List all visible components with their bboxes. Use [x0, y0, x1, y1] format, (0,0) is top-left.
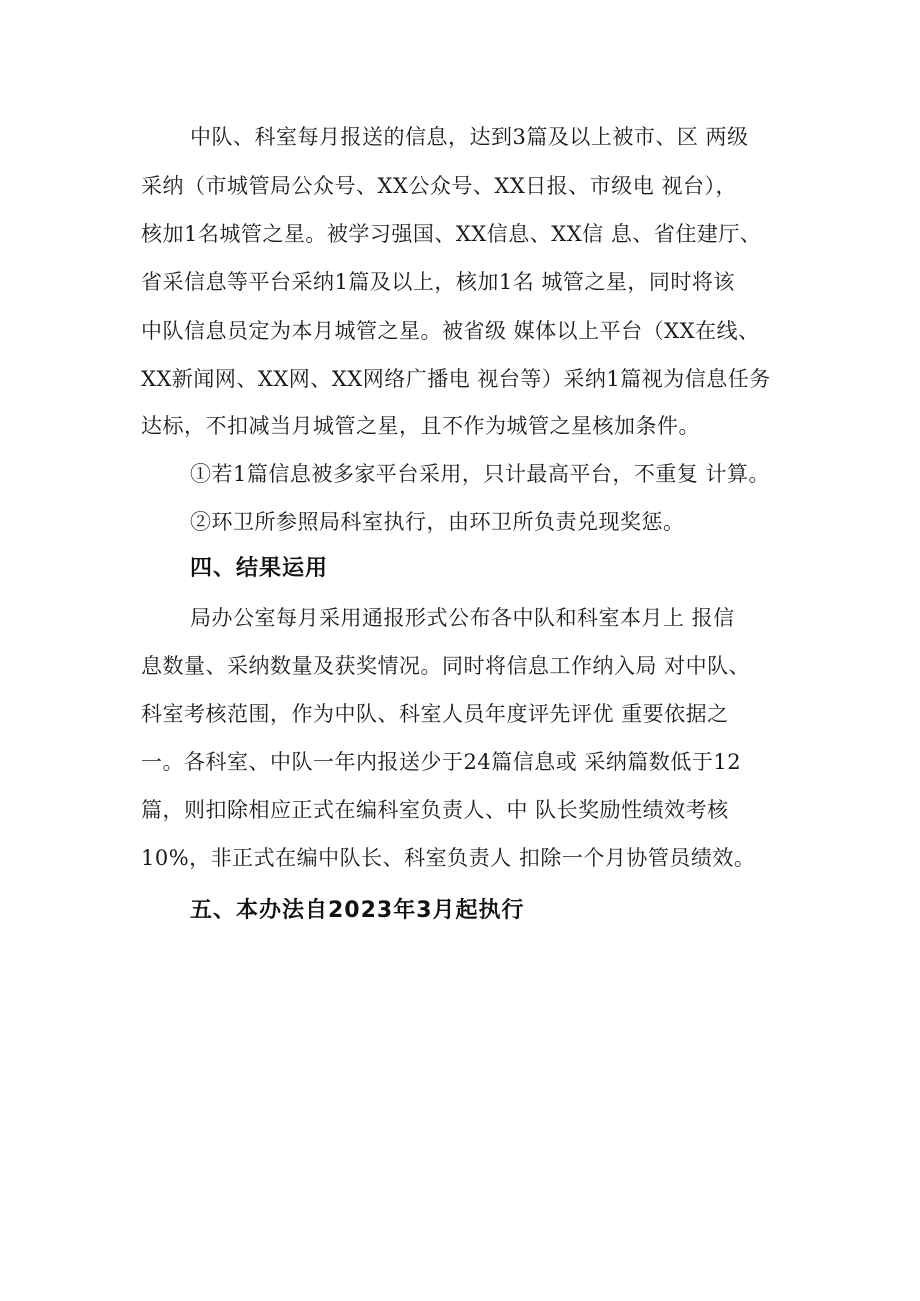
paragraph-line: 科室考核范围，作为中队、科室人员年度评先评优 重要依据之: [141, 702, 729, 726]
section-heading: 四、结果运用: [190, 556, 329, 581]
paragraph-line: 10%，非正式在编中队长、科室负责人 扣除一个月协管员绩效。: [141, 846, 756, 870]
paragraph-line: 核加1名城管之星。被学习强国、XX信息、XX信 息、省住建厅、: [141, 222, 762, 246]
paragraph-line: 一。各科室、中队一年内报送少于24篇信息或 采纳篇数低于12: [141, 750, 742, 774]
paragraph-line: 采纳（市城管局公众号、XX公众号、XX日报、市级电 视台），: [141, 174, 737, 198]
paragraph-line: 省采信息等平台采纳1篇及以上，核加1名 城管之星，同时将该: [141, 270, 735, 294]
paragraph-line: 局办公室每月采用通报形式公布各中队和科室本月上 报信: [190, 606, 735, 630]
paragraph-line: 篇，则扣除相应正式在编科室负责人、中 队长奖励性绩效考核: [141, 798, 729, 822]
paragraph-line: 达标，不扣减当月城管之星，且不作为城管之星核加条件。: [141, 414, 700, 438]
paragraph-line: 中队信息员定为本月城管之星。被省级 媒体以上平台（XX在线、: [141, 319, 760, 343]
section-heading: 五、本办法自2023年3月起执行: [190, 898, 525, 923]
note-line: ①若1篇信息被多家平台采用，只计最高平台，不重复 计算。: [190, 462, 771, 486]
note-line: ②环卫所参照局科室执行，由环卫所负责兑现奖惩。: [190, 510, 685, 534]
paragraph-line: 中队、科室每月报送的信息，达到3篇及以上被市、区 两级: [190, 125, 749, 149]
paragraph-line: XX新闻网、XX网、XX网络广播电 视台等）采纳1篇视为信息任务: [141, 367, 771, 391]
paragraph-line: 息数量、采纳数量及获奖情况。同时将信息工作纳入局 对中队、: [141, 654, 751, 678]
